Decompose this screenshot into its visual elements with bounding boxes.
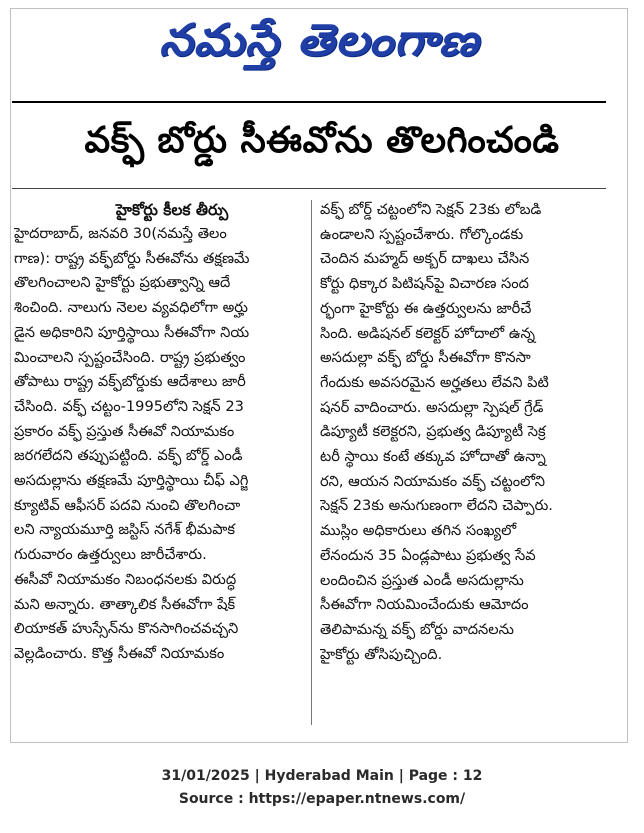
article-line: అసదుల్లాను తక్షణమే పూర్తిస్థాయి చీఫ్ ఎగ్జి [14, 472, 249, 490]
masthead-logo [11, 13, 627, 79]
article-line: షనర్ వాదించారు. అసదుల్లా స్పెషల్ గ్రేడ్ [320, 398, 544, 416]
article-line: తొలగించాలని హైకోర్టు ప్రభుత్వాన్ని ఆదే [14, 274, 231, 292]
article-line: టరీ స్థాయి కంటే తక్కువ హోదాతో ఉన్నా [320, 448, 546, 466]
article-subheadline: హైకోర్టు కీలక తీర్పు [115, 201, 229, 219]
left-column-body [14, 222, 296, 667]
article-line: గాణ): రాష్ట్ర వక్ఫ్‌బోర్డు సీఈవోను తక్షణమే [14, 249, 250, 267]
article-line: హైకోర్టు తోసిపుచ్చింది. [320, 645, 443, 663]
article-line: సింది. అడిషనల్ కలెక్టర్ హోదాలో ఉన్న [320, 324, 536, 342]
masthead-title: నమస్తే తెలంగాణ [159, 15, 479, 66]
article-line: సీఈవోగా నియమించేందుకు ఆమోదం [320, 596, 529, 614]
article-line: అసదుల్లా వక్ఫ్ బోర్డు సీఈవోగా కొనసా [320, 349, 531, 367]
article-column-right [320, 198, 602, 667]
right-column-body [320, 198, 602, 667]
article-line: లేనందున 35 ఏండ్లపాటు ప్రభుత్వ సేవ [320, 546, 536, 564]
article-line: మించాలని స్పష్టంచేసింది. రాష్ట్ర ప్రభుత్వం [14, 348, 246, 366]
article-line: లందించిన ప్రస్తుత ఎండీ అసదుల్లాను [320, 571, 524, 589]
article-column-left [14, 198, 296, 667]
footer-source-link[interactable]: Source : https://epaper.ntnews.com/ [178, 791, 466, 807]
article-line: గురువారం ఉత్తర్వులు జారీచేశారు. [14, 546, 207, 564]
article-line: ర్భంగా హైకోర్టు ఈ ఉత్తర్వులను జారీచే [320, 299, 532, 317]
article-line: లియాకత్ హుస్సేన్‌ను కొనసాగించవచ్చని [14, 620, 239, 638]
article-line: తోపాటు రాష్ట్ర వక్ఫ్‌బోర్డుకు ఆదేశాలు జారీ [14, 373, 246, 391]
masthead-divider [12, 101, 606, 103]
article-line: శించింది. నాలుగు నెలల వ్యవధిలోగా అర్హు [14, 299, 248, 317]
article-line: జరగలేదని తప్పుపట్టింది. వక్ఫ్ బోర్డ్ ఎండీ [14, 447, 243, 465]
column-divider [311, 200, 312, 725]
article-line: ముస్లిం అధికారులు తగిన సంఖ్యలో [320, 522, 517, 540]
article-line: ప్రకారం వక్ఫ్ ప్రస్తుత సీఈవో నియామకం [14, 422, 235, 440]
article-line: హైదరాబాద్, జనవరి 30(నమస్తే తెలం [14, 225, 227, 242]
article-line: రని, ఆయన నియామకం వక్ఫ్ చట్టంలోని [320, 472, 546, 490]
article-line: మని అన్నారు. తాత్కాలిక సీఈవోగా షేక్ [14, 595, 236, 613]
headline-divider [12, 188, 606, 189]
article-line: గేందుకు అవసరమైన అర్హతలు లేవని పిటి [320, 373, 549, 391]
article-line: వక్ఫ్ బోర్డ్ చట్టంలోని సెక్షన్ 23కు లోబడి [320, 201, 542, 218]
article-line: క్యూటివ్ ఆఫీసర్ పదవి నుంచి తొలగించా [14, 496, 241, 514]
article-line: వెల్లడించారు. కొత్త సీఈవో నియామకం [14, 644, 225, 662]
article-headline: వక్ఫ్ బోర్డు సీఈవోను తొలగించండి [84, 120, 560, 161]
article-line: కోర్టు ధిక్కార పిటిషన్‌పై విచారణ సంద [320, 275, 529, 293]
article-line: డిప్యూటీ కలెక్టరని, ప్రభుత్వ డిప్యూటీ సెక్ర [320, 423, 546, 441]
article-line: ఈసీవో నియామకం నిబంధనలకు విరుద్ధ [14, 570, 237, 588]
article-line: సెక్షన్ 23కు అనుగుణంగా లేదని చెప్పారు. [320, 497, 553, 515]
article-line: తెలిపామన్న వక్ఫ్ బోర్డు వాదనలను [320, 620, 514, 638]
article-line: చెందిన మహ్మద్ అక్బర్ దాఖలు చేసిన [320, 250, 530, 268]
article-line: ఉండాలని స్పష్టంచేశారు. గోల్కొండకు [320, 225, 524, 243]
article-line: చేసింది. వక్ఫ్ చట్టం-1995లోని సెక్షన్ 23 [14, 397, 244, 415]
footer-edition-info: 31/01/2025 | Hyderabad Main | Page : 12 [161, 768, 483, 784]
article-line: లని న్యాయమూర్తి జస్టిస్ నగేశ్ భీమపాక [14, 521, 236, 539]
article-line: డైన అధికారిని పూర్తిస్థాయి సీఈవోగా నియ [14, 323, 250, 341]
